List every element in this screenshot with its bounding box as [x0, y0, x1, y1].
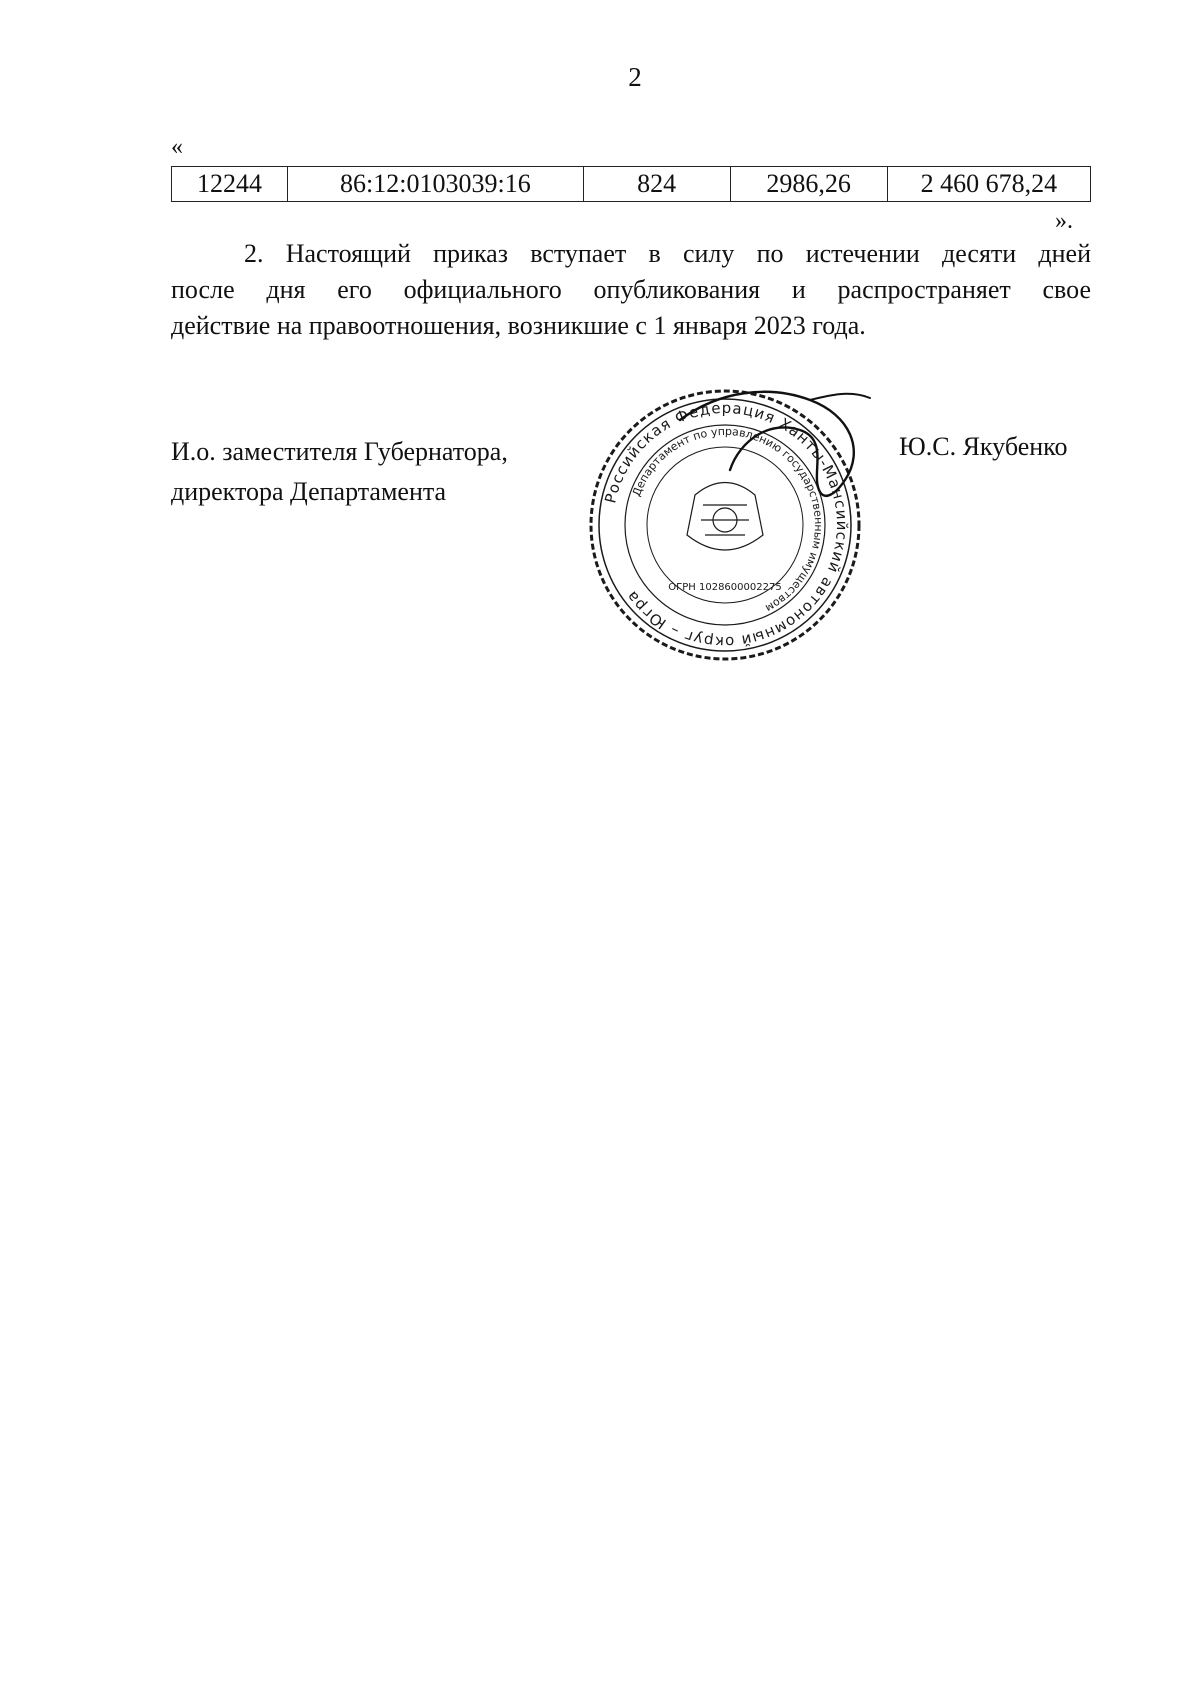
- opening-quote: «: [171, 134, 183, 160]
- page-number: 2: [628, 62, 642, 92]
- handwritten-signature: [660, 380, 890, 550]
- paragraph-line-1: 2. Настоящий приказ вступает в силу по истечении десяти дней: [244, 239, 1091, 268]
- signer-title: [171, 432, 508, 512]
- seal-outer-text: Российская Федерация Ханты-Мансийский автономный округ – Югра: [601, 398, 852, 652]
- order-paragraph: [171, 236, 1091, 344]
- signer-title-line-1: И.о. заместителя Губернатора,: [171, 437, 508, 466]
- table-cell-value: 2 460 678,24: [887, 167, 1090, 202]
- paragraph-line-3: действие на правоотношения, возникшие с 1 января 2023 года.: [171, 311, 866, 340]
- signer-title-line-2: директора Департамента: [171, 477, 447, 506]
- table-cell-cadastral: 86:12:0103039:16: [288, 167, 584, 202]
- seal-inner-text: Департамент по управлению государственным имуществом: [629, 424, 826, 615]
- table-row: [172, 167, 1091, 202]
- seal-ogrn: ОГРН 1028600002275: [668, 582, 782, 593]
- closing-quote: ».: [1055, 208, 1073, 234]
- table-cell-rate: 2986,26: [730, 167, 887, 202]
- data-table: [171, 166, 1091, 202]
- table-cell-number: 12244: [172, 167, 288, 202]
- paragraph-line-2: после дня его официального опубликования и распространяет свое: [171, 275, 1091, 304]
- table-cell-area: 824: [583, 167, 730, 202]
- signer-name: Ю.С. Якубенко: [899, 432, 1068, 461]
